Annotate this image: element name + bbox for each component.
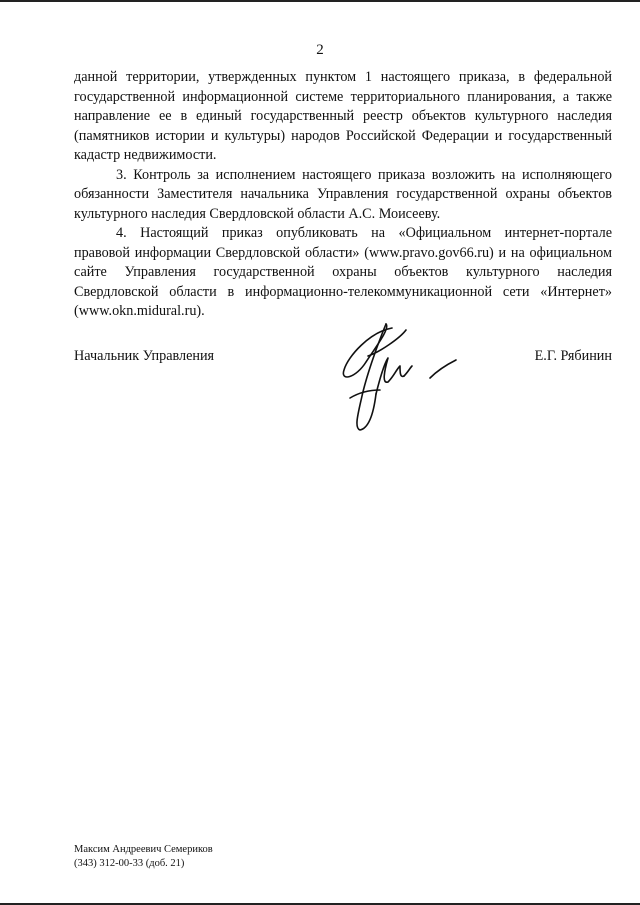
executor-name: Максим Андреевич Семериков — [74, 844, 213, 855]
document-body — [74, 68, 612, 322]
page-number: 2 — [316, 42, 324, 58]
signer-name: Е.Г. Рябинин — [534, 348, 612, 364]
executor-phone: (343) 312-00-33 (доб. 21) — [74, 858, 185, 869]
handwritten-signature — [330, 318, 470, 448]
signer-position: Начальник Управления — [74, 348, 215, 364]
paragraph-publication: 4. Настоящий приказ опубликовать на «Официальном интернет-портале правовой информации Свердловской области» (www.pravo.gov66.ru) и на официальном сайте Управления государственной охраны объектов культурного наследия Свердловской области в информационно-телекоммуникационной сети «Интернет» (www.okn.midural.ru). — [74, 225, 612, 319]
paragraph-territory-registration: данной территории, утвержденных пунктом 1 настоящего приказа, в федеральной государственной информационной системе территориального планирования, а также направление ее в единый государственный реестр объектов культурного наследия (памятников истории и культуры) народов Российской Федерации и государственный кадастр недвижимости. — [74, 69, 612, 163]
executor-footer — [74, 843, 213, 871]
paragraph-control: 3. Контроль за исполнением настоящего приказа возложить на исполняющего обязанности Заместителя начальника Управления государственной охраны объектов культурного наследия Свердловской области А.С. Моисееву. — [74, 166, 612, 222]
